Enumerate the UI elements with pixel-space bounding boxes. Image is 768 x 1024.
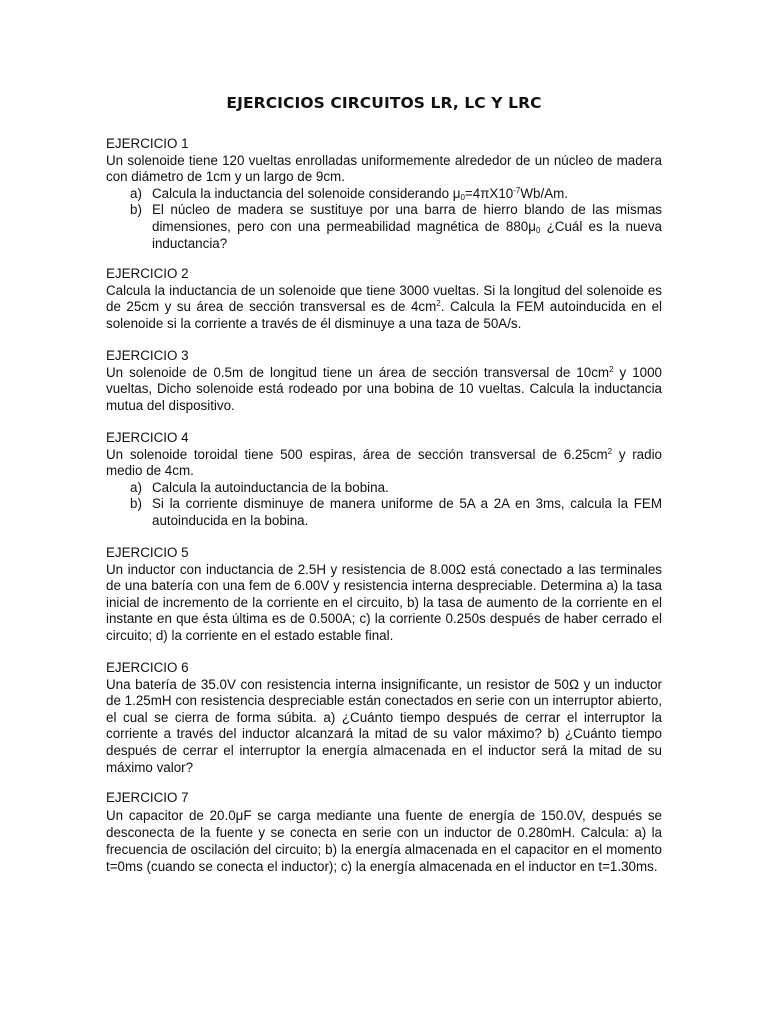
item-a-text-end: Wb/Am.: [520, 185, 569, 201]
exercise-6-text: Una batería de 35.0V con resistencia interna insignificante, un resistor de 50Ω y un inductor de 1.25mH con resistencia despreciable están conectados en serie con un interruptor abierto, el cual se cierra de forma súbita. a) ¿Cuánto tiempo después de cerrar el interruptor la corriente a través del inductor alcanzará la mitad de su valor máximo? b) ¿Cuánto tiempo después de cerrar el interruptor la energía almacenada en el inductor será la mitad de su máximo valor?: [106, 676, 662, 775]
exercise-6-heading: EJERCICIO 6: [106, 660, 189, 675]
item-b-marker: b): [130, 496, 142, 512]
exercise-4-items: [106, 480, 662, 530]
item-a-text-mid: =4πX10: [464, 185, 514, 201]
exercise-7-heading: EJERCICIO 7: [106, 790, 189, 805]
exercise-4-item-b: [106, 496, 662, 529]
exercise-5: [106, 545, 662, 645]
exercise-3: [106, 348, 662, 414]
mu-subscript: 0: [460, 192, 465, 202]
mu-subscript: 0: [535, 225, 541, 235]
exercise-5-heading: EJERCICIO 5: [106, 545, 189, 560]
exercise-4-text-part: y radio medio de 4cm.: [106, 446, 662, 479]
item-a-marker: a): [130, 185, 142, 201]
exercise-1-heading: EJERCICIO 1: [106, 136, 189, 151]
exercise-4-item-a: [106, 480, 662, 497]
exercise-2-text-part: . Calcula la FEM autoinducida en el solenoide si la corriente a través de él disminuye a una taza de 50A/s.: [106, 299, 662, 331]
item-b-text: El núcleo de madera se sustituye por una barra de hierro blando de las mismas dimensiones, pero con una permeabilidad magnética de 880μ: [152, 202, 662, 234]
exercise-7-text: Un capacitor de 20.0μF se carga mediante una fuente de energía de 150.0V, después se desconecta de la fuente y se conecta en serie con un inductor de 0.280mH. Calcula: a) la frecuencia de oscilación del circuito; b) la energía almacenada en el capacitor en el momento t=0ms (cuando se conecta el inductor); c) la energía almacenada en el inductor en t=1.30ms.: [106, 807, 662, 875]
exercise-4-text-part: Un solenoide toroidal tiene 500 espiras, área de sección transversal de 6.25cm: [106, 446, 608, 462]
item-b-text-end: ¿Cuál es la nueva inductancia?: [152, 218, 662, 251]
item-a-marker: a): [130, 479, 142, 495]
exercise-2: [106, 266, 662, 332]
document-title: EJERCICIOS CIRCUITOS LR, LC Y LRC: [226, 94, 542, 112]
exercise-1-intro: Un solenoide tiene 120 vueltas enrolladas uniformemente alrededor de un núcleo de madera con diámetro de 1cm y un largo de 9cm.: [106, 152, 662, 185]
exercise-3-text-part: Un solenoide de 0.5m de longitud tiene un área de sección transversal de 10cm: [106, 364, 610, 380]
exercise-2-text: [106, 283, 662, 333]
exercise-1-item-a: [106, 186, 662, 203]
exercise-7: [106, 790, 662, 875]
exercise-1-item-b: [106, 202, 662, 252]
exponent: 2: [609, 364, 614, 374]
exponent: -7: [513, 185, 521, 195]
item-a-text: Calcula la inductancia del solenoide considerando μ: [152, 185, 461, 201]
exercise-3-text-part: y 1000 vueltas, Dicho solenoide está rodeado por una bobina de 10 vueltas. Calcula la inductancia mutua del dispositivo.: [106, 364, 662, 413]
exercise-2-text-part: Calcula la inductancia de un solenoide que tiene 3000 vueltas. Si la longitud del solenoide es de 25cm y su área de sección transversal es de 4cm: [106, 282, 662, 315]
item-a-text: Calcula la autoinductancia de la bobina.: [152, 479, 389, 495]
exercise-4-heading: EJERCICIO 4: [106, 430, 189, 445]
exercise-2-heading: EJERCICIO 2: [106, 266, 189, 281]
exercise-3-text: [106, 365, 662, 415]
exponent: 2: [436, 299, 441, 309]
exercise-3-heading: EJERCICIO 3: [106, 348, 189, 363]
item-b-marker: b): [130, 202, 142, 218]
exercise-4: [106, 430, 662, 530]
item-b-text: Si la corriente disminuye de manera uniforme de 5A a 2A en 3ms, calcula la FEM autoinducida en la bobina.: [152, 496, 662, 528]
exponent: 2: [607, 446, 613, 456]
exercise-1: [106, 136, 662, 252]
exercise-1-items: [106, 186, 662, 252]
exercise-5-text: Un inductor con inductancia de 2.5H y resistencia de 8.00Ω está conectado a las terminales de una batería con una fem de 6.00V y resistencia interna despreciable. Determina a) la tasa inicial de incremento de la corriente en el circuito, b) la tasa de aumento de la corriente en el instante en que ésta última es de 0.500A; c) la corriente 0.250s después de haber cerrado el circuito; d) la corriente en el estado estable final.: [106, 561, 662, 643]
exercise-4-intro: [106, 447, 662, 480]
exercise-6: [106, 660, 662, 776]
